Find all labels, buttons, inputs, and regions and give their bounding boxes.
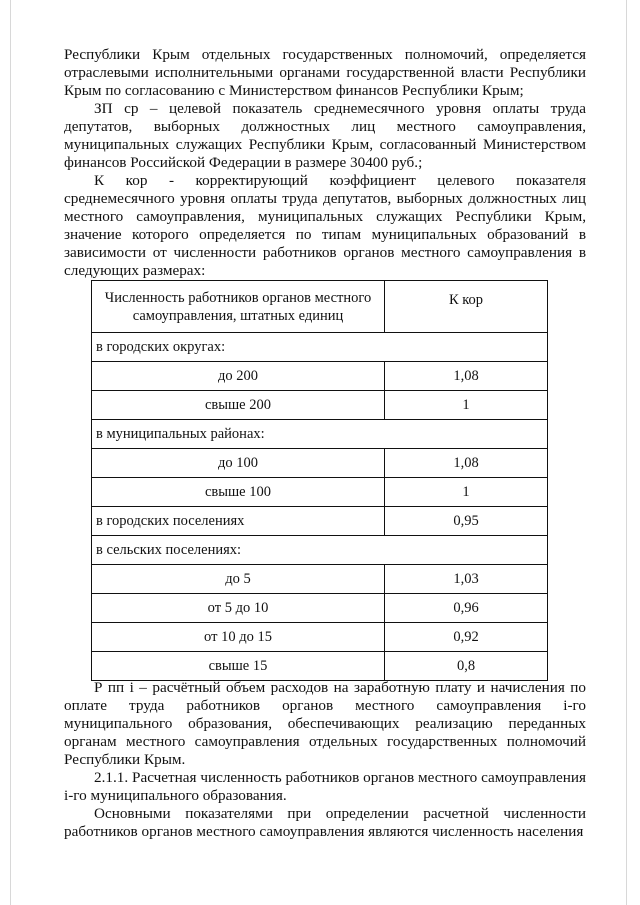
- row-label: от 10 до 15: [92, 623, 385, 652]
- table-group-row: [92, 333, 548, 362]
- row-label: свыше 200: [92, 391, 385, 420]
- paragraph: Республики Крым отдельных государственных полномочий, определяется отраслевыми исполнительными органами государственной власти Республики Крым по согласованию с Министерством финансов Республики Крым;: [64, 46, 586, 99]
- table-row: [92, 594, 548, 623]
- row-label: свыше 15: [92, 652, 385, 681]
- text-block-bottom: [64, 679, 586, 841]
- row-value: 1,08: [385, 449, 548, 478]
- group-title: в городских округах:: [92, 333, 548, 362]
- table-row: [92, 623, 548, 652]
- coefficient-table: [91, 280, 548, 681]
- row-label: в городских поселениях: [92, 507, 385, 536]
- row-value: 1,08: [385, 362, 548, 391]
- row-value: 1: [385, 478, 548, 507]
- row-label: до 200: [92, 362, 385, 391]
- table-row: [92, 507, 548, 536]
- row-label: от 5 до 10: [92, 594, 385, 623]
- row-label: до 5: [92, 565, 385, 594]
- table-group-row: [92, 420, 548, 449]
- row-label: до 100: [92, 449, 385, 478]
- scan-edge-left: [10, 0, 11, 905]
- table-row: [92, 478, 548, 507]
- table-group-row: [92, 536, 548, 565]
- paragraph: Основными показателями при определении расчетной численности работников органов местного самоуправления являются численность населения: [64, 805, 586, 840]
- table-row: [92, 652, 548, 681]
- row-value: 1: [385, 391, 548, 420]
- row-label: свыше 100: [92, 478, 385, 507]
- paragraph: ЗП ср – целевой показатель среднемесячного уровня оплаты труда депутатов, выборных должностных лиц местного самоуправления, муниципальных служащих Республики Крым, согласованный Министерством финансов Российской Федерации в размере 30400 руб.;: [64, 100, 586, 171]
- row-value: 1,03: [385, 565, 548, 594]
- row-value: 0,92: [385, 623, 548, 652]
- row-value: 0,8: [385, 652, 548, 681]
- paragraph: 2.1.1. Расчетная численность работников органов местного самоуправления i-го муниципального образования.: [64, 769, 586, 804]
- header-category: Численность работников органов местного самоуправления, штатных единиц: [92, 281, 385, 333]
- text-block-top: [64, 46, 586, 280]
- table-row: [92, 391, 548, 420]
- paragraph: Р пп i – расчётный объем расходов на заработную плату и начисления по оплате труда работников органов местного самоуправления i-го муниципального образования, обеспечивающих реализацию переданных органам местного самоуправления отдельных государственных полномочий Республики Крым.: [64, 679, 586, 768]
- row-value: 0,96: [385, 594, 548, 623]
- group-title: в сельских поселениях:: [92, 536, 548, 565]
- row-value: 0,95: [385, 507, 548, 536]
- table-header-row: [92, 281, 548, 333]
- group-title: в муниципальных районах:: [92, 420, 548, 449]
- paragraph: К кор - корректирующий коэффициент целевого показателя среднемесячного уровня оплаты труда депутатов, выборных должностных лиц местного самоуправления, муниципальных служащих Республики Крым, значение которого определяется по типам муниципальных образований в зависимости от численности работников органов местного самоуправления в следующих размерах:: [64, 172, 586, 279]
- table-row: [92, 565, 548, 594]
- table-row: [92, 449, 548, 478]
- scan-edge-right: [626, 0, 627, 905]
- table-row: [92, 362, 548, 391]
- header-value: К кор: [385, 281, 548, 333]
